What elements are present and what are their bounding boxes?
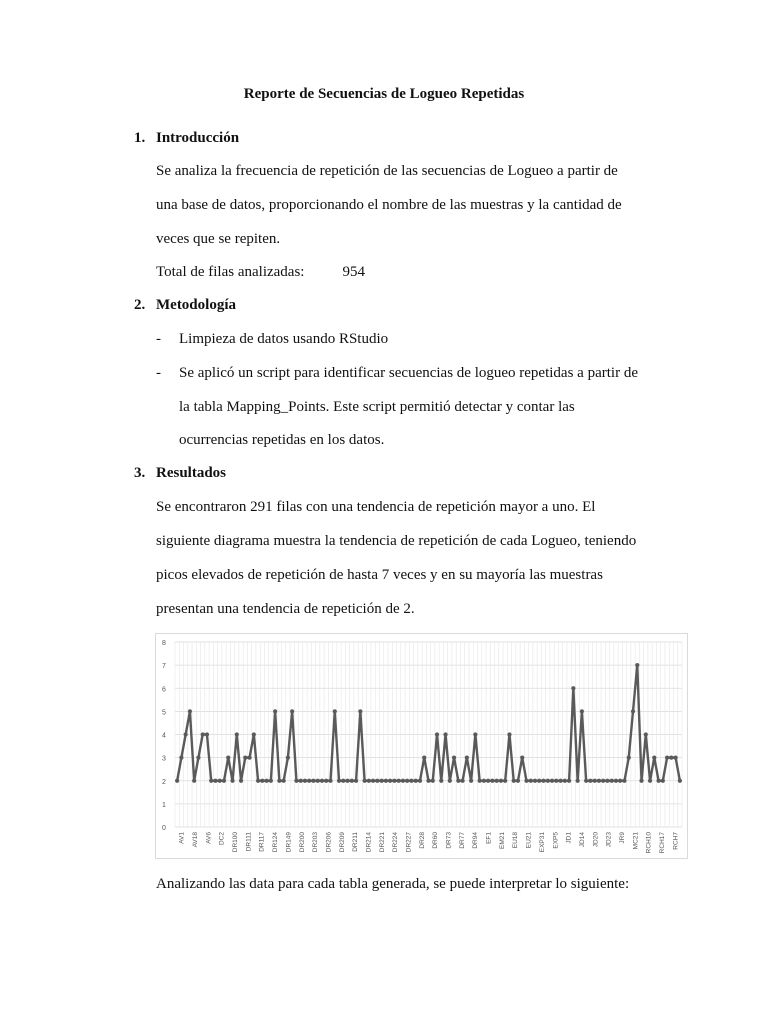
data-point bbox=[507, 732, 511, 736]
data-point bbox=[422, 756, 426, 760]
x-tick-label: DR211 bbox=[352, 832, 360, 852]
data-point bbox=[175, 779, 179, 783]
y-tick-label: 4 bbox=[162, 732, 166, 740]
data-point bbox=[452, 756, 456, 760]
data-point bbox=[546, 779, 550, 783]
data-point bbox=[418, 779, 422, 783]
data-point bbox=[196, 756, 200, 760]
data-point bbox=[674, 756, 678, 760]
x-tick-label: DR206 bbox=[325, 832, 333, 853]
y-tick-label: 8 bbox=[162, 640, 166, 647]
data-point bbox=[605, 779, 609, 783]
data-point bbox=[499, 779, 503, 783]
data-point bbox=[652, 756, 656, 760]
data-point bbox=[588, 779, 592, 783]
data-point bbox=[247, 756, 251, 760]
data-point bbox=[469, 779, 473, 783]
y-tick-label: 7 bbox=[162, 663, 166, 671]
data-point bbox=[213, 779, 217, 783]
total-rows-line bbox=[156, 264, 365, 281]
data-point bbox=[380, 779, 384, 783]
paragraph-line: una base de datos, proporcionando el nombre de las muestras y la cantidad de bbox=[156, 197, 622, 213]
data-point bbox=[614, 779, 618, 783]
data-point bbox=[239, 779, 243, 783]
data-point bbox=[550, 779, 554, 783]
data-point bbox=[563, 779, 567, 783]
data-point bbox=[584, 779, 588, 783]
data-point bbox=[350, 779, 354, 783]
data-point bbox=[656, 779, 660, 783]
data-point bbox=[567, 779, 571, 783]
data-point bbox=[252, 732, 256, 736]
y-tick-label: 5 bbox=[162, 709, 166, 717]
paragraph-line: siguiente diagrama muestra la tendencia de repetición de cada Logueo, teniendo bbox=[156, 533, 637, 549]
data-point bbox=[358, 709, 362, 713]
data-point bbox=[456, 779, 460, 783]
data-point bbox=[333, 709, 337, 713]
bullet-text: Se aplicó un script para identificar secuencias de logueo repetidas a partir de bbox=[179, 365, 638, 381]
section-title: Introducción bbox=[156, 130, 240, 146]
data-point bbox=[388, 779, 392, 783]
x-tick-label: DR124 bbox=[272, 832, 280, 853]
data-point bbox=[473, 732, 477, 736]
data-point bbox=[541, 779, 545, 783]
data-point bbox=[516, 779, 520, 783]
total-rows-label: Total de filas analizadas: bbox=[156, 264, 305, 280]
x-tick-label: AV6 bbox=[205, 832, 213, 844]
data-point bbox=[431, 779, 435, 783]
bullet-text-continued: la tabla Mapping_Points. Este script permitió detectar y contar las bbox=[179, 399, 575, 415]
data-point bbox=[597, 779, 601, 783]
x-tick-label: DR73 bbox=[445, 832, 453, 849]
data-point bbox=[371, 779, 375, 783]
data-point bbox=[392, 779, 396, 783]
paragraph-line: Se encontraron 291 filas con una tendencia de repetición mayor a uno. El bbox=[156, 499, 596, 515]
data-point bbox=[179, 756, 183, 760]
x-tick-label: DR28 bbox=[418, 832, 426, 849]
y-tick-label: 0 bbox=[162, 825, 166, 832]
x-tick-label: DR203 bbox=[312, 832, 320, 853]
x-tick-label: DR149 bbox=[285, 832, 293, 853]
x-tick-label: DR209 bbox=[338, 832, 346, 853]
data-point bbox=[311, 779, 315, 783]
x-tick-label: DR200 bbox=[298, 832, 306, 853]
paragraph-line: veces que se repiten. bbox=[156, 231, 281, 247]
y-tick-label: 6 bbox=[162, 686, 166, 694]
bullet-text-continued: ocurrencias repetidas en los datos. bbox=[179, 432, 385, 448]
data-point bbox=[439, 779, 443, 783]
section-title: Resultados bbox=[156, 465, 227, 481]
x-tick-label: DR117 bbox=[258, 832, 266, 852]
data-point bbox=[354, 779, 358, 783]
data-point bbox=[478, 779, 482, 783]
data-point bbox=[593, 779, 597, 783]
data-point bbox=[533, 779, 537, 783]
data-point bbox=[235, 732, 239, 736]
data-point bbox=[435, 732, 439, 736]
data-point bbox=[503, 779, 507, 783]
data-point bbox=[512, 779, 516, 783]
data-point bbox=[558, 779, 562, 783]
x-tick-label: EU18 bbox=[512, 832, 520, 849]
x-tick-label: DR77 bbox=[458, 832, 466, 849]
data-point bbox=[316, 779, 320, 783]
x-tick-label: AV18 bbox=[192, 832, 200, 848]
data-point bbox=[328, 779, 332, 783]
paragraph-line: presentan una tendencia de repetición de 2. bbox=[156, 601, 415, 617]
data-point bbox=[324, 779, 328, 783]
data-point bbox=[610, 779, 614, 783]
y-tick-label: 1 bbox=[162, 801, 166, 809]
section-number: 3. bbox=[134, 465, 146, 481]
x-tick-label: DR214 bbox=[365, 832, 373, 853]
total-rows-value: 954 bbox=[342, 264, 365, 280]
data-point bbox=[520, 756, 524, 760]
data-point bbox=[537, 779, 541, 783]
data-point bbox=[184, 732, 188, 736]
data-point bbox=[226, 756, 230, 760]
x-tick-label: JR9 bbox=[618, 832, 626, 844]
data-point bbox=[188, 709, 192, 713]
data-point bbox=[401, 779, 405, 783]
x-tick-label: RCH10 bbox=[645, 832, 653, 854]
x-tick-label: EU21 bbox=[525, 832, 533, 849]
data-point bbox=[490, 779, 494, 783]
closing-paragraph: Analizando las data para cada tabla generada, se puede interpretar lo siguiente: bbox=[156, 876, 630, 892]
x-tick-label: JD23 bbox=[605, 832, 613, 848]
data-point bbox=[341, 779, 345, 783]
bullet-text: Limpieza de datos usando RStudio bbox=[179, 331, 389, 347]
data-point bbox=[269, 779, 273, 783]
x-tick-label: DR60 bbox=[432, 832, 440, 849]
y-tick-label: 2 bbox=[162, 778, 166, 786]
data-point bbox=[290, 709, 294, 713]
x-tick-label: EF1 bbox=[485, 832, 493, 844]
bullet-item bbox=[156, 365, 638, 382]
repetition-line-chart bbox=[155, 633, 688, 859]
x-tick-label: DR94 bbox=[472, 832, 480, 849]
data-point bbox=[627, 756, 631, 760]
data-point bbox=[273, 709, 277, 713]
data-point bbox=[192, 779, 196, 783]
data-point bbox=[405, 779, 409, 783]
data-point bbox=[299, 779, 303, 783]
data-point bbox=[460, 779, 464, 783]
data-point bbox=[482, 779, 486, 783]
x-tick-label: JD20 bbox=[592, 832, 600, 848]
paragraph-line: picos elevados de repetición de hasta 7 veces y en su mayoría las muestras bbox=[156, 567, 603, 583]
data-point bbox=[443, 732, 447, 736]
data-point bbox=[661, 779, 665, 783]
data-point bbox=[209, 779, 213, 783]
data-point bbox=[529, 779, 533, 783]
x-tick-label: EXP5 bbox=[552, 832, 560, 849]
data-point bbox=[495, 779, 499, 783]
data-point bbox=[286, 756, 290, 760]
data-point bbox=[367, 779, 371, 783]
data-point bbox=[426, 779, 430, 783]
data-point bbox=[277, 779, 281, 783]
data-point bbox=[362, 779, 366, 783]
section-number: 2. bbox=[134, 297, 146, 313]
data-point bbox=[644, 732, 648, 736]
data-point bbox=[618, 779, 622, 783]
data-point bbox=[571, 686, 575, 690]
data-point bbox=[678, 779, 682, 783]
data-point bbox=[320, 779, 324, 783]
section-heading-metodologia bbox=[134, 297, 236, 314]
x-tick-label: RCH17 bbox=[658, 832, 666, 854]
data-point bbox=[230, 779, 234, 783]
data-point bbox=[580, 709, 584, 713]
data-point bbox=[576, 779, 580, 783]
section-number: 1. bbox=[134, 130, 146, 146]
data-point bbox=[345, 779, 349, 783]
data-point bbox=[465, 756, 469, 760]
data-point bbox=[222, 779, 226, 783]
section-heading-introduccion bbox=[134, 130, 239, 147]
data-point bbox=[307, 779, 311, 783]
data-point bbox=[205, 732, 209, 736]
bullet-item bbox=[156, 331, 388, 348]
data-point bbox=[524, 779, 528, 783]
data-point bbox=[409, 779, 413, 783]
page-title: Reporte de Secuencias de Logueo Repetidas bbox=[243, 86, 525, 102]
x-tick-label: DR100 bbox=[232, 832, 240, 853]
data-point bbox=[631, 709, 635, 713]
data-point bbox=[282, 779, 286, 783]
data-point bbox=[218, 779, 222, 783]
data-point bbox=[243, 756, 247, 760]
data-point bbox=[337, 779, 341, 783]
data-point bbox=[622, 779, 626, 783]
data-point bbox=[265, 779, 269, 783]
data-point bbox=[665, 756, 669, 760]
data-point bbox=[448, 779, 452, 783]
data-point bbox=[639, 779, 643, 783]
x-tick-label: AV1 bbox=[178, 832, 186, 844]
x-tick-label: DR224 bbox=[392, 832, 400, 853]
x-tick-label: EXP31 bbox=[538, 832, 546, 853]
x-tick-label: DR227 bbox=[405, 832, 413, 853]
x-tick-label: RCH7 bbox=[672, 832, 680, 850]
data-point bbox=[414, 779, 418, 783]
bullet-dash: - bbox=[156, 365, 161, 381]
data-point bbox=[303, 779, 307, 783]
data-point bbox=[648, 779, 652, 783]
x-tick-label: EM21 bbox=[498, 832, 506, 849]
data-point bbox=[397, 779, 401, 783]
data-point bbox=[635, 663, 639, 667]
data-point bbox=[256, 779, 260, 783]
x-tick-label: JD14 bbox=[578, 832, 586, 848]
data-point bbox=[384, 779, 388, 783]
data-point bbox=[260, 779, 264, 783]
data-point bbox=[201, 732, 205, 736]
x-tick-label: DR111 bbox=[245, 832, 253, 852]
x-tick-label: DR221 bbox=[378, 832, 386, 853]
paragraph-line: Se analiza la frecuencia de repetición de las secuencias de Logueo a partir de bbox=[156, 163, 618, 179]
section-title: Metodología bbox=[156, 297, 236, 313]
data-point bbox=[554, 779, 558, 783]
x-tick-label: JD1 bbox=[565, 832, 573, 844]
x-tick-label: MC21 bbox=[632, 832, 640, 850]
section-heading-resultados bbox=[134, 465, 226, 482]
data-point bbox=[375, 779, 379, 783]
data-point bbox=[486, 779, 490, 783]
data-point bbox=[294, 779, 298, 783]
data-point bbox=[669, 756, 673, 760]
bullet-dash: - bbox=[156, 331, 161, 347]
y-tick-label: 3 bbox=[162, 755, 166, 763]
data-point bbox=[601, 779, 605, 783]
x-tick-label: DC2 bbox=[218, 832, 226, 846]
